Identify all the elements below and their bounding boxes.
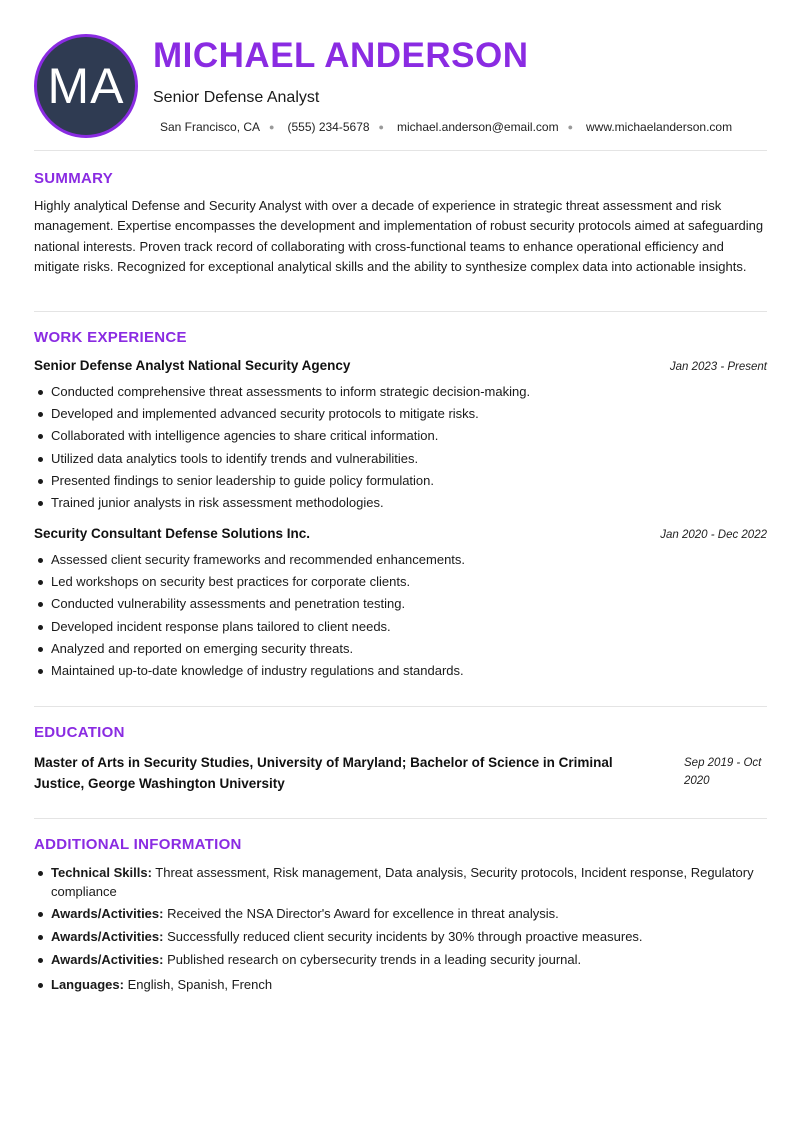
list-item: Collaborated with intelligence agencies to share critical information.	[51, 427, 530, 449]
job-dates: Jan 2023 - Present	[669, 361, 767, 373]
avatar-initials: MA	[47, 58, 125, 114]
additional-info-heading: ADDITIONAL INFORMATION	[34, 836, 242, 853]
item-label: Awards/Activities:	[51, 929, 164, 945]
list-item: Assessed client security frameworks and recommended enhancements.	[51, 551, 465, 573]
list-item: Analyzed and reported on emerging security threats.	[51, 640, 465, 662]
candidate-title: Senior Defense Analyst	[153, 89, 320, 106]
education-degree: Master of Arts in Security Studies, University of Maryland; Bachelor of Science in Criminal Justice, George Washington University	[34, 755, 613, 791]
candidate-name: MICHAEL ANDERSON	[153, 36, 529, 75]
section-divider	[34, 706, 767, 707]
list-item: Trained junior analysts in risk assessment methodologies.	[51, 494, 530, 516]
list-item	[51, 951, 784, 970]
summary-heading: SUMMARY	[34, 170, 114, 187]
work-experience-heading: WORK EXPERIENCE	[34, 329, 187, 346]
additional-info-list	[34, 864, 784, 999]
job-bullets	[34, 551, 465, 684]
list-item: Presented findings to senior leadership to guide policy formulation.	[51, 472, 530, 494]
contact-website[interactable]: www.michaelanderson.com	[586, 120, 733, 134]
item-text: Received the NSA Director's Award for excellence in threat analysis.	[163, 906, 559, 922]
list-item: Led workshops on security best practices for corporate clients.	[51, 573, 465, 595]
job-role: Senior Defense Analyst National Security Agency	[34, 358, 351, 373]
separator-dot-icon: ●	[378, 122, 384, 132]
contact-email[interactable]: michael.anderson@email.com	[396, 120, 559, 134]
list-item	[51, 976, 784, 995]
section-divider	[34, 150, 767, 151]
list-item	[51, 864, 784, 901]
separator-dot-icon: ●	[269, 122, 275, 132]
list-item: Conducted comprehensive threat assessments to inform strategic decision-making.	[51, 383, 530, 405]
list-item: Conducted vulnerability assessments and penetration testing.	[51, 595, 465, 617]
contact-bar	[160, 120, 732, 134]
item-label: Technical Skills:	[51, 865, 152, 880]
section-divider	[34, 818, 767, 819]
list-item: Maintained up-to-date knowledge of industry regulations and standards.	[51, 662, 465, 684]
item-label: Awards/Activities:	[51, 906, 164, 922]
education-dates: Sep 2019 - Oct 2020	[684, 757, 762, 787]
list-item: Utilized data analytics tools to identify trends and vulnerabilities.	[51, 450, 530, 472]
item-label: Awards/Activities:	[51, 951, 164, 967]
item-text: Threat assessment, Risk management, Data analysis, Security protocols, Incident response, Regulatory compliance	[51, 865, 754, 899]
list-item	[51, 928, 784, 947]
job-dates: Jan 2020 - Dec 2022	[660, 529, 767, 541]
job-role: Security Consultant Defense Solutions Inc.	[34, 526, 311, 541]
contact-phone[interactable]: (555) 234-5678	[287, 120, 370, 134]
list-item	[51, 905, 784, 924]
job-header	[34, 526, 767, 541]
item-label: Languages:	[51, 977, 124, 993]
job-header	[34, 358, 767, 373]
contact-location: San Francisco, CA	[160, 120, 261, 134]
item-text: Published research on cybersecurity trends in a leading security journal.	[163, 951, 582, 967]
list-item: Developed incident response plans tailored to client needs.	[51, 618, 465, 640]
item-text: Successfully reduced client security incidents by 30% through proactive measures.	[163, 929, 643, 945]
job-bullets	[34, 383, 530, 516]
list-item: Developed and implemented advanced security protocols to mitigate risks.	[51, 405, 530, 427]
education-heading: EDUCATION	[34, 724, 125, 741]
avatar	[34, 34, 138, 138]
item-text: English, Spanish, French	[123, 977, 273, 993]
section-divider	[34, 311, 767, 312]
summary-text: Highly analytical Defense and Security Analyst with over a decade of experience in strategic threat assessment and risk management. Expertise encompasses the development and implementation of robust security protocols aimed at safeguarding national interests. Proven track record of collaborating with cross-functional teams to enhance operational efficiency and mitigate risks. Recognized for exceptional analytical skills and the ability to synthesize complex data into actionable insights.	[34, 198, 764, 274]
separator-dot-icon: ●	[567, 122, 574, 132]
